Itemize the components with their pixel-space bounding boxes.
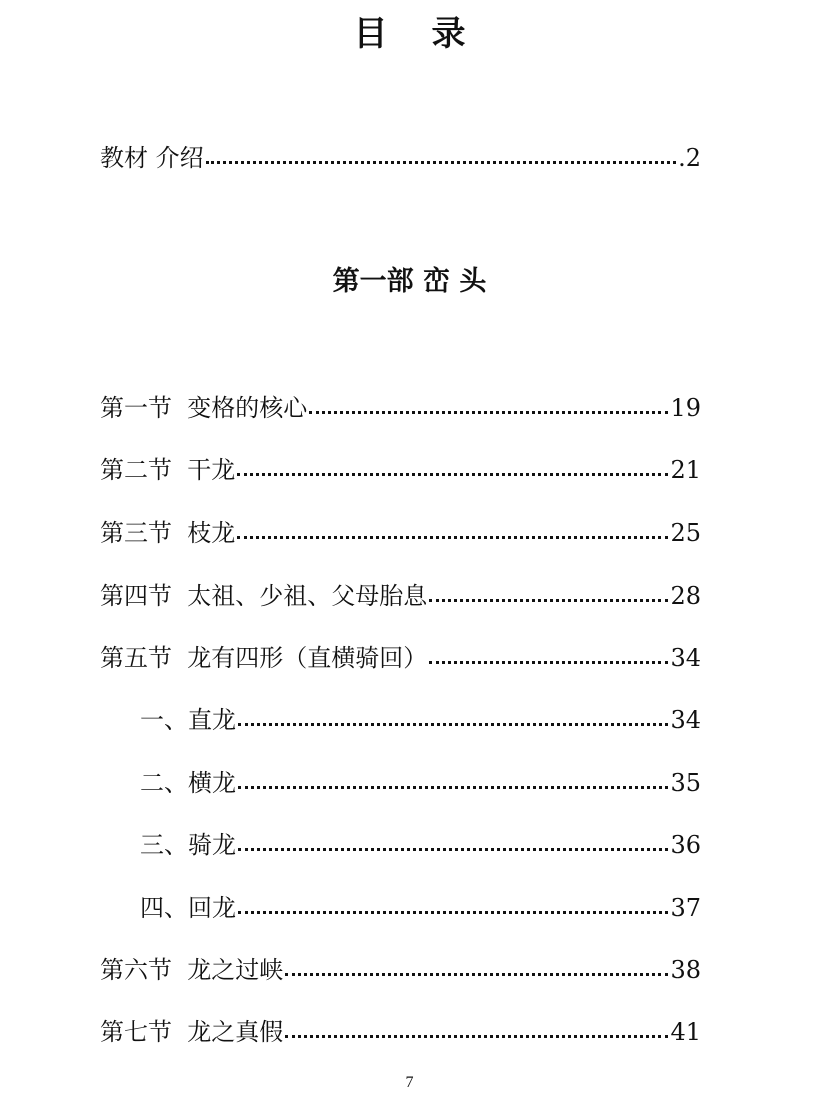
toc-dot-leader [429,599,668,602]
toc-entry-page: 25 [670,519,701,547]
toc-entry-label: 第三节 枝龙 [100,519,236,547]
toc-entry-page: 37 [670,894,701,922]
toc-dot-leader [206,161,676,164]
toc-dot-leader [309,411,668,414]
toc-entry[interactable] [100,950,701,990]
toc-entry-label: 第七节 龙之真假 [100,1018,284,1046]
toc-entry-label: 第一节 变格的核心 [100,394,308,422]
toc-entry-label: 第六节 龙之过峡 [100,956,284,984]
toc-entry-page: .2 [678,144,701,172]
toc-entry-label: 四、回龙 [140,894,236,922]
toc-dot-leader [238,723,668,726]
toc-entry-intro[interactable] [100,138,701,178]
toc-entry-page: 41 [670,1018,701,1046]
toc-entry[interactable] [100,388,701,428]
toc-subentry[interactable] [140,700,701,740]
toc-entry-label: 教材 介绍 [100,144,204,172]
footer-page-number: 7 [405,1074,414,1091]
toc-entry[interactable] [100,513,701,553]
toc-subentry[interactable] [140,888,701,928]
toc-dot-leader [237,473,668,476]
toc-entry-label: 二、横龙 [140,769,236,797]
toc-entry-page: 35 [670,769,701,797]
toc-entry-page: 21 [670,456,701,484]
toc-dot-leader [238,786,668,789]
toc-dot-leader [238,911,668,914]
toc-entry-page: 36 [670,831,701,859]
toc-entry-label: 第四节 太祖、少祖、父母胎息 [100,582,428,610]
toc-entry-page: 34 [670,644,701,672]
toc-subentry[interactable] [140,825,701,865]
toc-entry-page: 34 [670,706,701,734]
toc-entry-page: 19 [670,394,701,422]
toc-entry[interactable] [100,576,701,616]
part-title: 第一部 峦 头 [332,266,487,297]
toc-dot-leader [238,848,668,851]
toc-dot-leader [285,973,668,976]
toc-entry-label: 三、骑龙 [140,831,236,859]
toc-subentry[interactable] [140,763,701,803]
toc-dot-leader [285,1035,668,1038]
toc-entry-page: 38 [670,956,701,984]
toc-entry[interactable] [100,638,701,678]
page-title: 目录 [353,14,510,54]
toc-entry-page: 28 [670,582,701,610]
toc-dot-leader [429,661,668,664]
toc-entry[interactable] [100,450,701,490]
toc-dot-leader [237,536,668,539]
toc-entry-label: 第二节 干龙 [100,456,236,484]
toc-entry-label: 第五节 龙有四形（直横骑回） [100,644,428,672]
toc-entry-label: 一、直龙 [140,706,236,734]
toc-entry[interactable] [100,1012,701,1052]
